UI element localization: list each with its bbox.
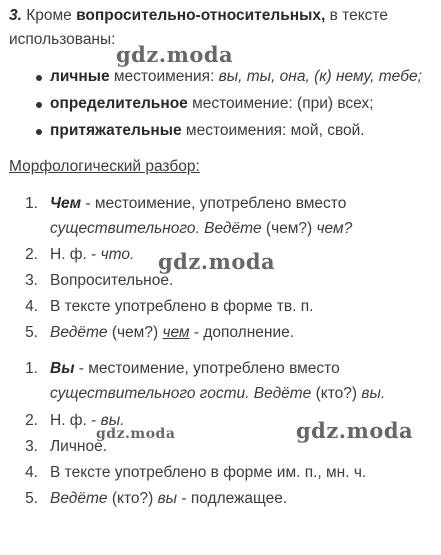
list1-number-3: 3.: [25, 272, 38, 289]
bullet-item-personal: личные местоимения: вы, ты, она, (к) нему, тебе;: [50, 68, 422, 85]
list1-item-5: Ведёте (чем?) чем - дополнение.: [50, 324, 295, 341]
list1-item-1-continued: существительного. Ведёте (чем?) чем?: [50, 220, 353, 237]
list2-item-5: Ведёте (кто?) вы - подлежащее.: [50, 490, 288, 507]
bullet-dot: [36, 75, 42, 81]
list1-number-4: 4.: [25, 298, 38, 315]
list2-item-2: Н. ф. - вы.: [50, 412, 125, 429]
bullet-item-possessive: притяжательные местоимения: мой, свой.: [50, 122, 365, 139]
bullet-item-definitive: определительное местоимение: (при) всех;: [50, 95, 374, 112]
intro-bold-term: вопросительно-относительных,: [76, 7, 326, 24]
watermark-logo: gdz.moda: [116, 42, 234, 67]
list2-number-5: 5.: [25, 490, 38, 507]
list1-item-3: Вопросительное.: [50, 272, 174, 289]
list2-item-1-continued: существительного гости. Ведёте (кто?) вы.: [50, 385, 386, 402]
bullet-dot: [36, 129, 42, 135]
list2-item-1: Вы - местоимение, употреблено вместо: [50, 360, 340, 377]
exercise-number: 3.: [9, 7, 22, 24]
list1-item-4: В тексте употреблено в форме тв. п.: [50, 298, 314, 315]
morphology-heading: Морфологический разбор:: [9, 158, 200, 175]
watermark-logo: gdz.moda: [296, 418, 414, 443]
list1-number-1: 1.: [25, 195, 38, 212]
bullet-dot: [36, 102, 42, 108]
list2-number-1: 1.: [25, 360, 38, 377]
intro-line-2: использованы:: [9, 31, 116, 48]
list2-number-4: 4.: [25, 464, 38, 481]
watermark-logo: gdz.moda: [96, 426, 176, 442]
list1-number-2: 2.: [25, 246, 38, 263]
list1-number-5: 5.: [25, 324, 38, 341]
list2-number-3: 3.: [25, 438, 38, 455]
watermark-logo: gdz.moda: [158, 249, 276, 274]
list1-item-1: Чем - местоимение, употреблено вместо: [50, 195, 347, 212]
list1-item-2: Н. ф. - что.: [50, 246, 135, 263]
list2-item-4: В тексте употреблено в форме им. п., мн. ч.: [50, 464, 367, 481]
list2-number-2: 2.: [25, 412, 38, 429]
list2-item-3: Личное.: [50, 438, 108, 455]
intro-line-1: 3. Кроме вопросительно-относительных, в тексте: [9, 7, 388, 24]
